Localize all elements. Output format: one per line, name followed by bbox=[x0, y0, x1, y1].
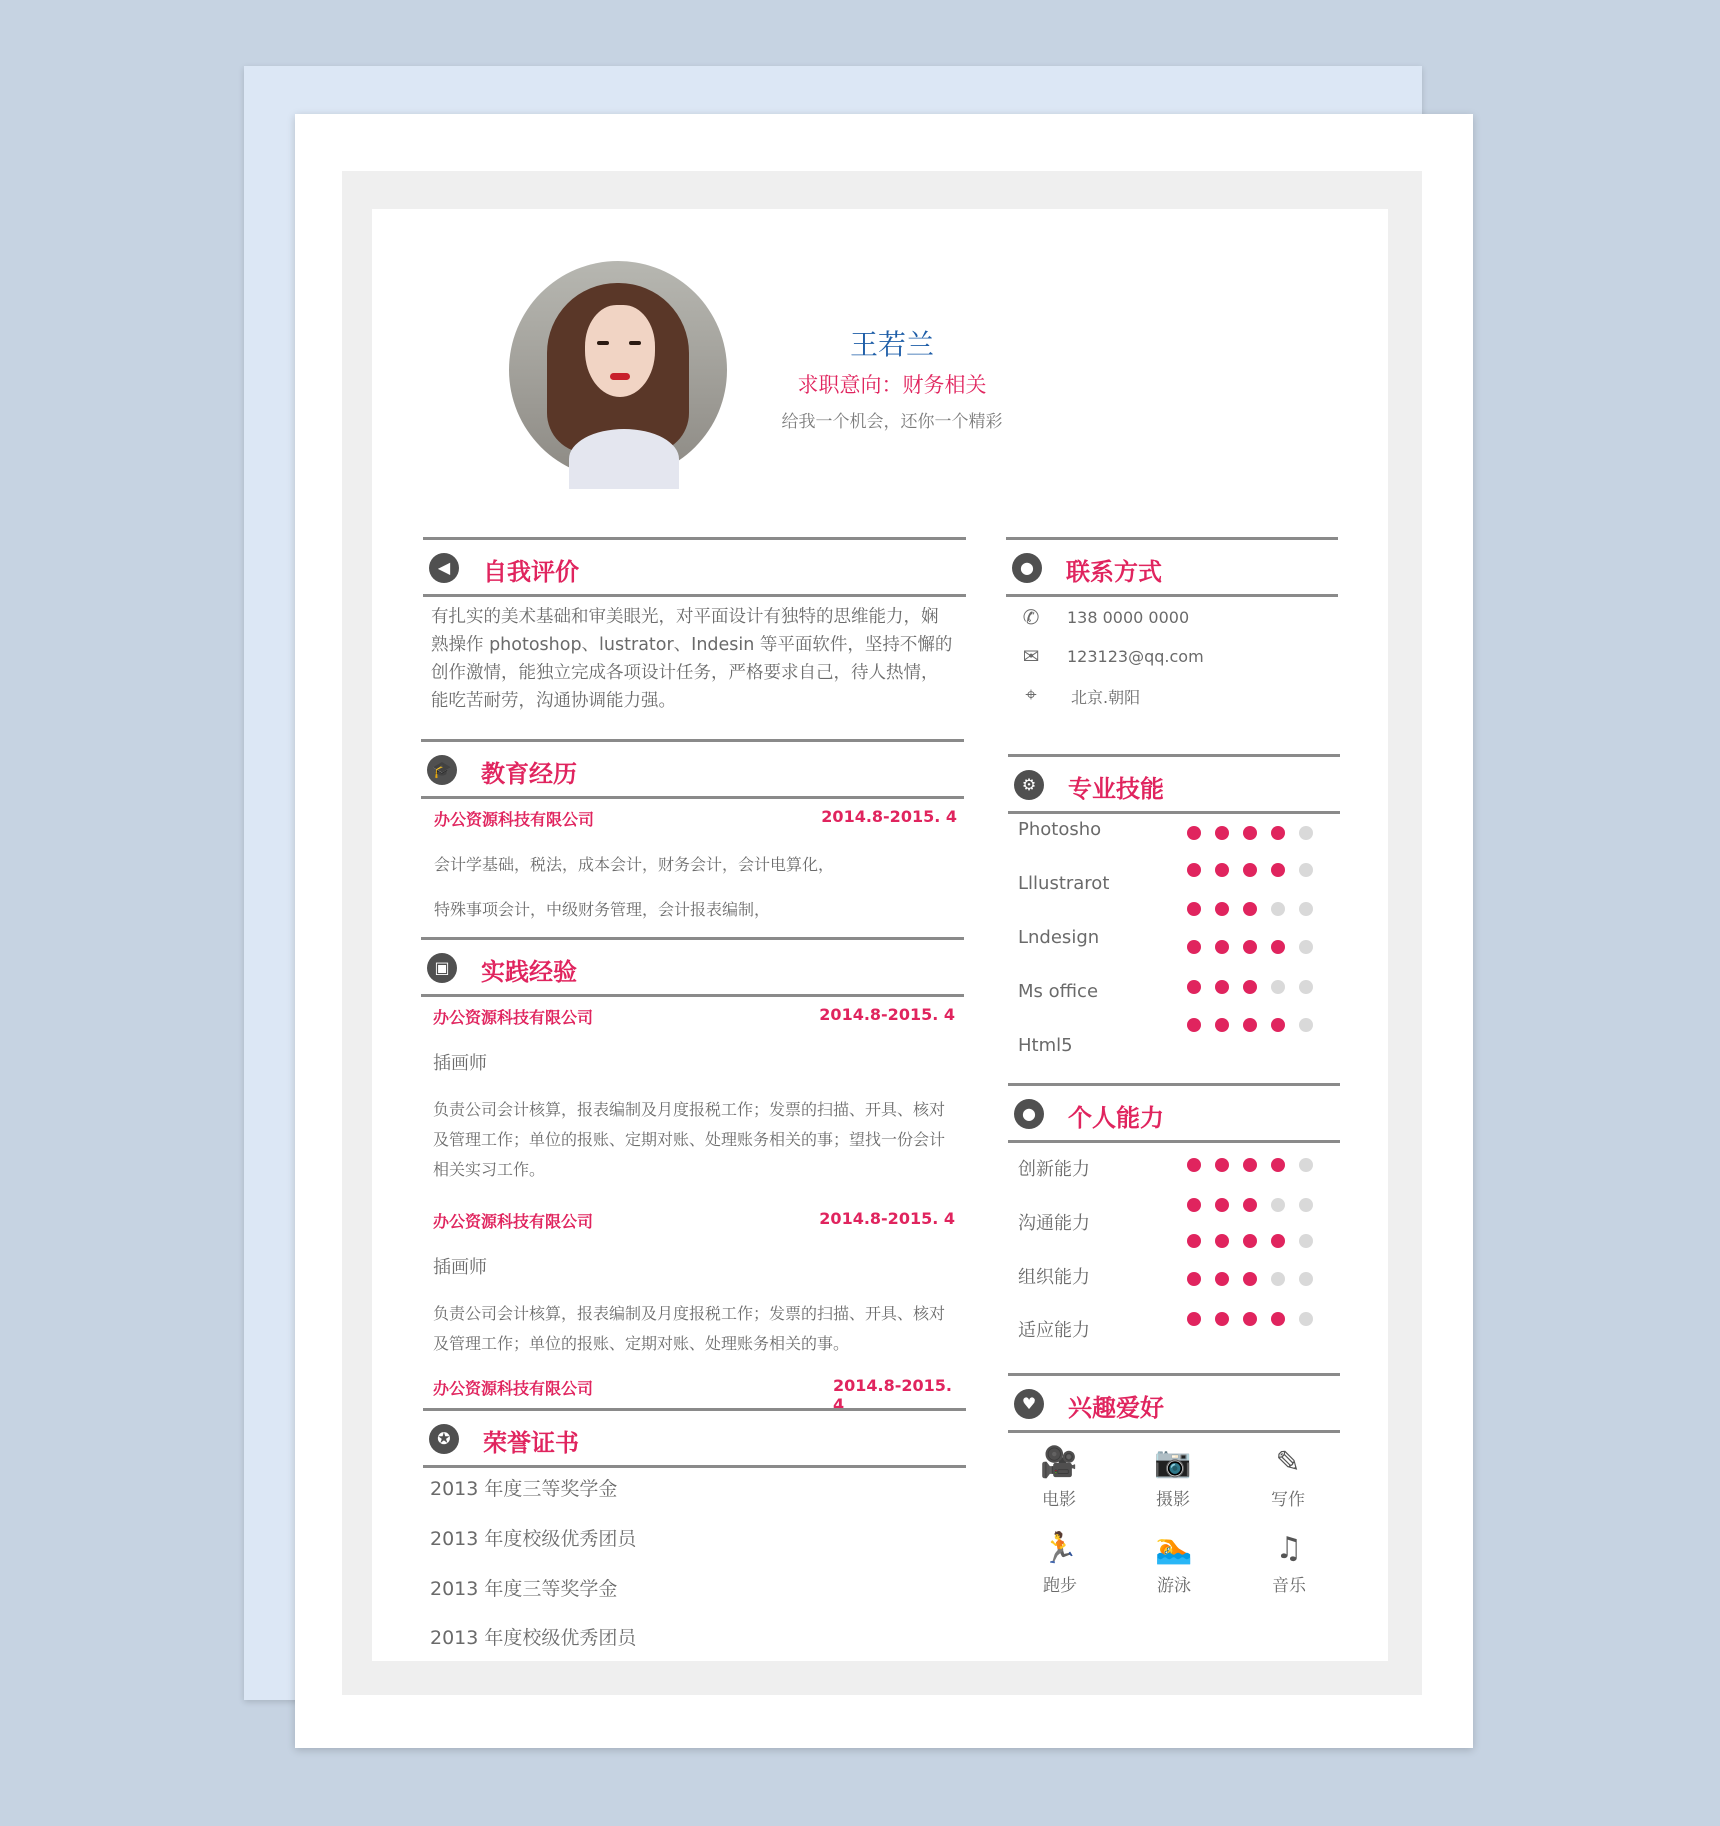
rating-dot bbox=[1271, 1312, 1285, 1326]
rating-dot bbox=[1243, 940, 1257, 954]
practice-desc-1: 负责公司会计核算，报表编制及月度报税工作；发票的扫描、开具、核对 及管理工作；单位的报账、定期对账、处理账务相关的事；望找一份会计 相关实习工作。 bbox=[433, 1100, 946, 1179]
rating-dot bbox=[1187, 1272, 1201, 1286]
avatar bbox=[509, 261, 727, 479]
rating-dot bbox=[1187, 940, 1201, 954]
rating-dot bbox=[1215, 1272, 1229, 1286]
section-title: 实践经验 bbox=[481, 958, 577, 986]
rating-dot bbox=[1299, 1158, 1313, 1172]
rating-dot bbox=[1187, 1234, 1201, 1248]
ability-label: 适应能力 bbox=[1018, 1320, 1090, 1341]
rating-dot bbox=[1299, 902, 1313, 916]
rating-dot bbox=[1243, 980, 1257, 994]
rating-dot bbox=[1271, 902, 1285, 916]
chat-bubble-icon: ● bbox=[1012, 553, 1042, 583]
practice-role-2: 插画师 bbox=[433, 1257, 487, 1278]
practice-clipped-row: 办公资源科技有限公司 2014.8-2015. 4 bbox=[433, 1376, 952, 1414]
section-title: 专业技能 bbox=[1068, 775, 1164, 803]
job-intent: 求职意向：财务相关 bbox=[797, 373, 987, 397]
rating-dot bbox=[1215, 1198, 1229, 1212]
hobby-running: 🏃 跑步 bbox=[1020, 1531, 1100, 1596]
practice-company-2: 办公资源科技有限公司 bbox=[433, 1212, 594, 1231]
rating-dot bbox=[1299, 826, 1313, 840]
motto: 给我一个机会，还你一个精彩 bbox=[781, 412, 1003, 432]
practice-role-1: 插画师 bbox=[433, 1053, 487, 1074]
rating-dot bbox=[1187, 1312, 1201, 1326]
contact-phone: 138 0000 0000 bbox=[1067, 608, 1190, 627]
rating-dot bbox=[1271, 1272, 1285, 1286]
rating-dot bbox=[1215, 980, 1229, 994]
section-honors bbox=[423, 1408, 966, 1468]
honor-item: 2013 年度校级优秀团员 bbox=[430, 1627, 637, 1649]
rating-dot bbox=[1243, 1312, 1257, 1326]
hobby-writing: ✎ 写作 bbox=[1248, 1445, 1328, 1510]
rating-dot bbox=[1215, 902, 1229, 916]
section-title: 兴趣爱好 bbox=[1068, 1394, 1164, 1422]
contact-location: 北京.朝阳 bbox=[1071, 688, 1141, 707]
edu-company: 办公资源科技有限公司 bbox=[434, 810, 595, 829]
megaphone-icon: ◀ bbox=[429, 553, 459, 583]
rating-dot bbox=[1271, 1018, 1285, 1032]
practice-company-1: 办公资源科技有限公司 bbox=[433, 1008, 594, 1027]
phone-icon: ✆ bbox=[1022, 605, 1040, 629]
skill-label: Photosho bbox=[1018, 819, 1102, 840]
rating-dot bbox=[1271, 826, 1285, 840]
rating-dot bbox=[1271, 863, 1285, 877]
section-title: 教育经历 bbox=[481, 760, 577, 788]
ability-label: 创新能力 bbox=[1018, 1159, 1090, 1180]
section-hobbies bbox=[1008, 1373, 1340, 1433]
skill-label: Lllustrarot bbox=[1018, 873, 1110, 894]
rating-dot bbox=[1243, 863, 1257, 877]
resume-paper bbox=[372, 209, 1388, 1661]
location-pin-icon: ⌖ bbox=[1025, 682, 1037, 706]
skill-label-clipped: Html5 bbox=[1018, 1035, 1073, 1056]
ability-label: 组织能力 bbox=[1018, 1267, 1090, 1288]
rating-dot bbox=[1187, 826, 1201, 840]
practice-desc-2: 负责公司会计核算，报表编制及月度报税工作；发票的扫描、开具、核对 及管理工作；单位的报账、定期对账、处理账务相关的事。 bbox=[433, 1304, 946, 1353]
gear-icon: ⚙ bbox=[1014, 770, 1044, 800]
rating-dot bbox=[1243, 1158, 1257, 1172]
rating-dot bbox=[1299, 1234, 1313, 1248]
rating-dot bbox=[1187, 863, 1201, 877]
music-note-icon: ♫ bbox=[1275, 1531, 1303, 1566]
honor-item: 2013 年度三等奖学金 bbox=[430, 1578, 618, 1600]
practice-date-1: 2014.8-2015. 4 bbox=[819, 1005, 955, 1024]
contact-email: 123123@qq.com bbox=[1067, 647, 1204, 666]
rating-dot bbox=[1299, 1198, 1313, 1212]
ability-label: 沟通能力 bbox=[1018, 1213, 1090, 1234]
skill-label: Lndesign bbox=[1018, 927, 1100, 948]
edu-date: 2014.8-2015. 4 bbox=[821, 807, 957, 826]
rating-dot bbox=[1299, 980, 1313, 994]
runner-icon: 🏃 bbox=[1041, 1531, 1079, 1566]
rating-dot bbox=[1215, 1234, 1229, 1248]
rating-dot bbox=[1215, 1312, 1229, 1326]
rating-dot bbox=[1271, 940, 1285, 954]
section-title: 自我评价 bbox=[483, 558, 579, 586]
honor-item: 2013 年度三等奖学金 bbox=[430, 1478, 618, 1500]
user-icon: ● bbox=[1014, 1099, 1044, 1129]
section-title: 荣誉证书 bbox=[483, 1429, 579, 1457]
section-contact bbox=[1006, 537, 1338, 597]
rating-dot bbox=[1215, 826, 1229, 840]
heart-icon: ♥ bbox=[1014, 1389, 1044, 1419]
rating-dot bbox=[1271, 1234, 1285, 1248]
envelope-icon: ✉ bbox=[1022, 644, 1040, 668]
honor-item: 2013 年度校级优秀团员 bbox=[430, 1528, 637, 1550]
section-skills bbox=[1008, 754, 1340, 814]
rating-dot bbox=[1243, 1234, 1257, 1248]
rating-dot bbox=[1299, 940, 1313, 954]
section-title: 联系方式 bbox=[1066, 558, 1162, 586]
section-title: 个人能力 bbox=[1068, 1104, 1164, 1132]
hobby-swimming: 🏊 游泳 bbox=[1134, 1531, 1214, 1596]
practice-date-2: 2014.8-2015. 4 bbox=[819, 1209, 955, 1228]
rating-dot bbox=[1243, 902, 1257, 916]
pencil-icon: ✎ bbox=[1275, 1445, 1301, 1480]
rating-dot bbox=[1187, 980, 1201, 994]
rating-dot bbox=[1215, 863, 1229, 877]
rating-dot bbox=[1299, 863, 1313, 877]
section-self-eval bbox=[423, 537, 966, 597]
self-eval-text: 有扎实的美术基础和审美眼光，对平面设计有独特的思维能力，娴 熟操作 photoshop、lustrator、Indesin 等平面软件，坚持不懈的 创作激情，能独立完成各项设计任务，严格要求自己，待人热情， 能吃苦耐劳，沟通协调能力强。 bbox=[431, 607, 953, 711]
rating-dot bbox=[1271, 1198, 1285, 1212]
hobby-music: ♫ 音乐 bbox=[1249, 1531, 1329, 1596]
candidate-name: 王若兰 bbox=[849, 328, 934, 361]
briefcase-icon: ▣ bbox=[427, 953, 457, 983]
edu-line-1: 会计学基础，税法，成本会计，财务会计，会计电算化， bbox=[434, 855, 835, 874]
rating-dot bbox=[1215, 1158, 1229, 1172]
rating-dot bbox=[1271, 1158, 1285, 1172]
skill-label: Ms office bbox=[1018, 981, 1099, 1002]
graduation-cap-icon: 🎓 bbox=[427, 755, 457, 785]
rating-dot bbox=[1243, 1198, 1257, 1212]
rating-dot bbox=[1243, 1018, 1257, 1032]
film-camera-icon: 🎥 bbox=[1040, 1445, 1078, 1480]
rating-dot bbox=[1187, 1158, 1201, 1172]
award-ribbon-icon: ✪ bbox=[429, 1424, 459, 1454]
rating-dot bbox=[1299, 1312, 1313, 1326]
skills-labels bbox=[1018, 819, 1158, 903]
rating-dot bbox=[1187, 1198, 1201, 1212]
edu-line-2: 特殊事项会计，中级财务管理，会计报表编制， bbox=[434, 900, 771, 919]
rating-dot bbox=[1299, 1272, 1313, 1286]
section-education bbox=[421, 739, 964, 799]
section-practice bbox=[421, 937, 964, 997]
section-abilities bbox=[1008, 1083, 1340, 1143]
camera-icon: 📷 bbox=[1154, 1445, 1192, 1480]
hobby-photography: 📷 摄影 bbox=[1133, 1445, 1213, 1510]
rating-dot bbox=[1299, 1018, 1313, 1032]
rating-dot bbox=[1187, 1018, 1201, 1032]
rating-dot bbox=[1215, 940, 1229, 954]
hobby-film: 🎥 电影 bbox=[1019, 1445, 1099, 1510]
rating-dot bbox=[1243, 1272, 1257, 1286]
rating-dot bbox=[1215, 1018, 1229, 1032]
rating-dot bbox=[1187, 902, 1201, 916]
rating-dot bbox=[1243, 826, 1257, 840]
rating-dot bbox=[1271, 980, 1285, 994]
swimmer-icon: 🏊 bbox=[1155, 1531, 1193, 1566]
